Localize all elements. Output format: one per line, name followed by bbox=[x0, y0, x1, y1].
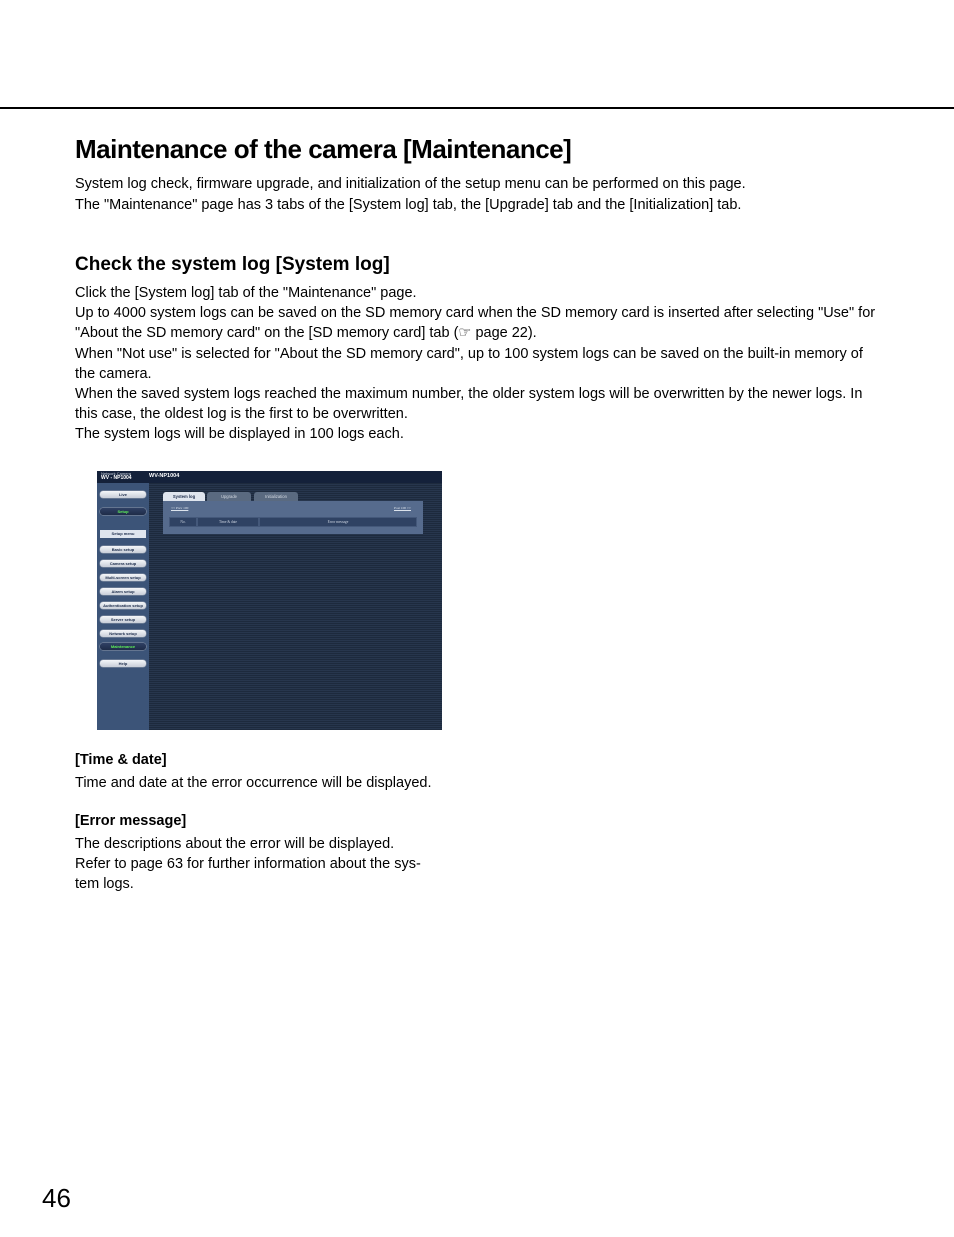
screenshot-header bbox=[97, 471, 442, 483]
error-message-description bbox=[75, 834, 465, 895]
brand-label: WV - NP1004 bbox=[101, 475, 132, 481]
prev-100-link[interactable]: << Prev 100 bbox=[171, 506, 189, 510]
error-desc-line-1: The descriptions about the error will be displayed. bbox=[75, 836, 395, 852]
model-title: WV-NP1004 bbox=[149, 473, 180, 479]
post-100-link[interactable]: Post 100 >> bbox=[394, 506, 411, 510]
body-paragraph-2: Up to 4000 system logs can be saved on the SD memory card when the SD memory card is inserted after selecting "Use" for "About the SD memory card" on the [SD memory card] tab (☞ page 22). bbox=[75, 305, 876, 342]
tab-system-log[interactable]: System log bbox=[163, 492, 205, 501]
brand-small-label: Network Camera bbox=[101, 471, 132, 476]
tab-initialization[interactable]: Initialization bbox=[254, 492, 298, 501]
time-date-description bbox=[75, 773, 465, 793]
setup-sidebar bbox=[97, 483, 149, 730]
setup-menu-label: Setup menu bbox=[100, 530, 146, 538]
column-error-message: Error message bbox=[260, 518, 416, 526]
section-title: Check the system log [System log] bbox=[75, 254, 390, 275]
time-date-desc-line: Time and date at the error occurrence will be displayed. bbox=[75, 775, 432, 791]
page-number: 46 bbox=[42, 1183, 71, 1213]
column-no: No. bbox=[170, 518, 196, 526]
intro-line-1: System log check, firmware upgrade, and initialization of the setup menu can be performed on this page. bbox=[75, 176, 746, 192]
camera-setup-button[interactable]: Camera setup bbox=[100, 560, 146, 567]
page-title: Maintenance of the camera [Maintenance] bbox=[75, 134, 572, 164]
maintenance-button[interactable]: Maintenance bbox=[100, 643, 146, 650]
alarm-setup-button[interactable]: Alarm setup bbox=[100, 588, 146, 595]
error-desc-line-2: Refer to page 63 for further information about the sys- bbox=[75, 856, 421, 873]
body-paragraph-1: Click the [System log] tab of the "Maintenance" page. bbox=[75, 285, 417, 301]
body-paragraph-3: When "Not use" is selected for "About the SD memory card", up to 100 system logs can be saved on the built-in memory of the camera. bbox=[75, 345, 863, 382]
server-setup-button[interactable]: Server setup bbox=[100, 616, 146, 623]
basic-setup-button[interactable]: Basic setup bbox=[100, 546, 146, 553]
help-button[interactable]: Help bbox=[100, 660, 146, 667]
top-rule bbox=[0, 107, 954, 109]
section-body bbox=[75, 283, 885, 445]
setup-button[interactable]: Setup bbox=[100, 508, 146, 515]
system-log-panel bbox=[163, 501, 423, 534]
column-time-date: Time & date bbox=[198, 518, 258, 526]
intro-text bbox=[75, 174, 895, 215]
time-date-term: [Time & date] bbox=[75, 752, 167, 768]
multi-screen-setup-button[interactable]: Multi-screen setup bbox=[100, 574, 146, 581]
live-button[interactable]: Live bbox=[100, 491, 146, 498]
tab-upgrade[interactable]: Upgrade bbox=[207, 492, 251, 501]
authentication-setup-button[interactable]: Authentication setup bbox=[100, 602, 146, 609]
network-setup-button[interactable]: Network setup bbox=[100, 630, 146, 637]
intro-line-2: The "Maintenance" page has 3 tabs of the [System log] tab, the [Upgrade] tab and the [Initialization] tab. bbox=[75, 196, 742, 213]
body-paragraph-5: The system logs will be displayed in 100 logs each. bbox=[75, 426, 404, 443]
error-message-term: [Error message] bbox=[75, 813, 187, 829]
log-table-header bbox=[169, 517, 417, 527]
error-desc-line-3: tem logs. bbox=[75, 876, 134, 893]
body-paragraph-4: When the saved system logs reached the maximum number, the older system logs will be overwritten by the newer logs. In this case, the oldest log is the first to be overwritten. bbox=[75, 386, 863, 423]
system-log-screenshot bbox=[97, 471, 442, 730]
